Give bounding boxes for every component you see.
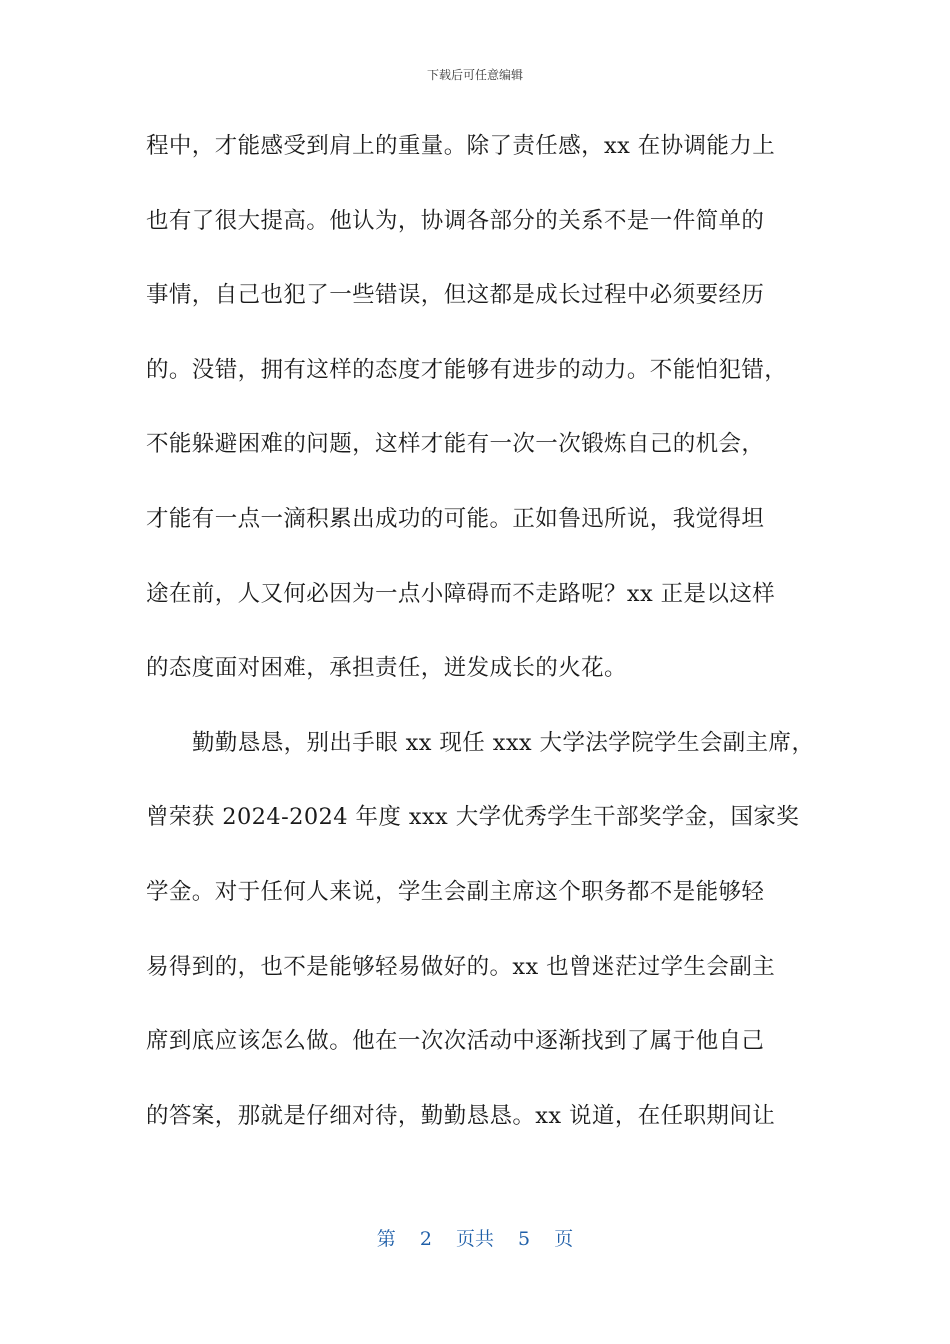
page-footer xyxy=(0,1226,950,1252)
body-line: 不能躲避困难的问题，这样才能有一次一次锻炼自己的机会， xyxy=(146,431,765,458)
body-line: 途在前，人又何必因为一点小障碍而不走路呢？xx 正是以这样 xyxy=(146,580,776,607)
body-line: 程中，才能感受到肩上的重量。除了责任感，xx 在协调能力上 xyxy=(146,133,776,159)
paragraph-start-line: 勤勤恳恳，别出手眼 xx 现任 xxx 大学法学院学生会副主席， xyxy=(192,729,815,756)
body-line: 也有了很大提高。他认为，协调各部分的关系不是一件简单的 xyxy=(146,207,765,234)
body-line: 学金。对于任何人来说，学生会副主席这个职务都不是能够轻 xyxy=(146,878,765,905)
body-line: 的。没错，拥有这样的态度才能够有进步的动力。不能怕犯错， xyxy=(146,356,788,383)
body-line: 的态度面对困难，承担责任，迸发成长的火花。 xyxy=(146,655,627,682)
body-line: 易得到的，也不是能够轻易做好的。xx 也曾迷茫过学生会副主 xyxy=(146,953,776,980)
body-line: 的答案，那就是仔细对待，勤勤恳恳。xx 说道，在任职期间让 xyxy=(146,1102,776,1129)
page-header: 下载后可任意编辑 xyxy=(426,68,523,82)
footer-current-page: 2 xyxy=(419,1228,432,1250)
body-line: 事情，自己也犯了一些错误，但这都是成长过程中必须要经历 xyxy=(146,282,765,309)
footer-prefix: 第 xyxy=(376,1228,396,1250)
footer-suffix: 页 xyxy=(554,1228,574,1250)
body-line: 才能有一点一滴积累出成功的可能。正如鲁迅所说，我觉得坦 xyxy=(146,505,765,532)
body-line: 曾荣获 2024-2024 年度 xxx 大学优秀学生干部奖学金，国家奖 xyxy=(146,804,800,831)
document-body xyxy=(146,128,816,1172)
footer-middle: 页共 xyxy=(455,1228,494,1250)
body-line: 席到底应该怎么做。他在一次次活动中逐渐找到了属于他自己 xyxy=(146,1028,765,1055)
footer-total-pages: 5 xyxy=(518,1228,531,1250)
